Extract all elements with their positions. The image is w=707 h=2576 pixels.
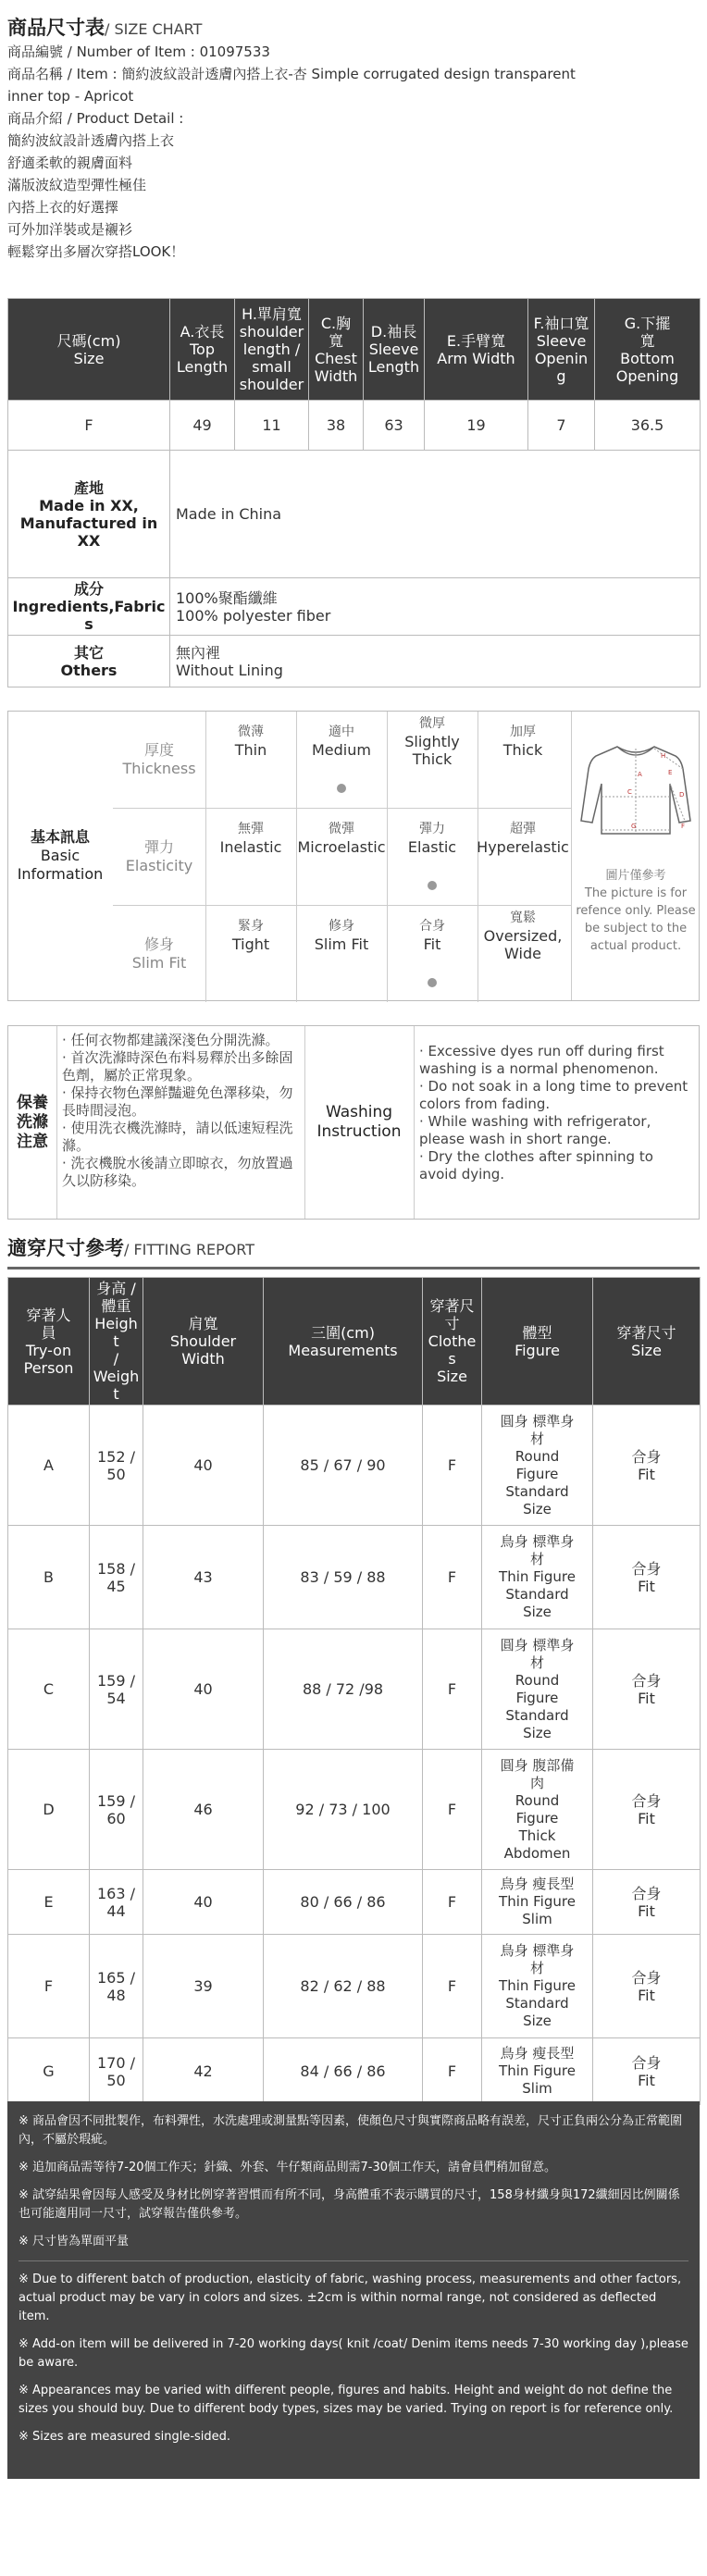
sweater-icon	[572, 712, 700, 860]
size-cell: 7	[528, 401, 595, 451]
washing-item-en: · Do not soak in a long time to prevent colors from fading.	[419, 1078, 688, 1112]
elasticity-label: 彈力 Elasticity	[125, 838, 193, 874]
svg-text:G: G	[631, 823, 637, 830]
origin-row	[8, 451, 701, 578]
product-detail-line: 可外加洋裝或是襯衫	[7, 221, 133, 238]
thickness-option-thin: 微薄 Thin	[234, 724, 267, 759]
fitting-report-title	[7, 1233, 700, 1269]
origin-label: 產地 Made in XX, Manufactured in XX	[8, 451, 170, 578]
others-value: 無內裡 Without Lining	[170, 636, 701, 687]
others-row	[8, 636, 701, 687]
fit-option-slim-fit: 修身 Slim Fit	[314, 919, 369, 953]
notes-panel	[7, 2101, 700, 2479]
washing-item-en: · Excessive dyes run off during first washing is a normal phenomenon.	[419, 1043, 664, 1077]
col-sleeve-opening: F.袖口寬 Sleeve Opening	[528, 299, 595, 401]
selected-dot	[428, 978, 437, 987]
selected-dot	[428, 881, 437, 890]
size-table	[7, 298, 700, 687]
basic-information-panel	[7, 711, 700, 1001]
product-name: 商品名稱 / Item : 簡約波紋設計透膚內搭上衣-杏 Simple corrugated design transparent	[7, 66, 576, 82]
washing-panel	[7, 1025, 700, 1220]
col-size: 尺碼(cm) Size	[8, 299, 170, 401]
size-cell: 19	[425, 401, 528, 451]
svg-text:C: C	[627, 788, 632, 796]
svg-text:E: E	[668, 769, 673, 776]
size-table-header-row	[8, 299, 701, 401]
fitting-table	[7, 1277, 700, 2105]
col-person: 穿著人 員 Try-on Person	[8, 1278, 90, 1406]
elasticity-option-elastic: 彈力 Elastic	[407, 822, 457, 856]
fitting-title-en: / FITTING REPORT	[124, 1241, 255, 1258]
origin-value: Made in China	[170, 451, 701, 578]
size-row	[8, 401, 701, 451]
table-row: E 163 / 44 40 80 / 66 / 86 F 鳥身 瘦長型 Thin Figure Slim 合身 Fit	[8, 1870, 701, 1935]
fabric-row	[8, 578, 701, 636]
size-chart-title-zh: 商品尺寸表	[7, 17, 105, 39]
fitting-header-row	[8, 1278, 701, 1406]
table-row: F 165 / 48 39 82 / 62 / 88 F 鳥身 標準身 材 Thin Figure Standard Size 合身 Fit	[8, 1935, 701, 2038]
others-label: 其它 Others	[8, 636, 170, 687]
note-en: ※ Due to different batch of production, elasticity of fabric, washing process, measurements and other factors, actual product may be vary in colors and sizes. ±2cm is within normal range, not considered as deflected item.	[19, 2273, 682, 2323]
elasticity-option-inelastic: 無彈 Inelastic	[219, 822, 282, 856]
svg-text:H: H	[661, 752, 666, 760]
col-measurements: 三圍(cm) Measurements	[264, 1278, 423, 1406]
product-detail-line: 輕鬆穿出多層次穿搭LOOK！	[7, 243, 185, 260]
product-detail-label: 商品介紹 / Product Detail :	[7, 110, 184, 127]
col-clothes-size: 穿著尺 寸 Clothes Size	[423, 1278, 482, 1406]
thickness-label: 厚度 Thickness	[122, 741, 196, 777]
size-cell: 11	[235, 401, 309, 451]
size-cell: 63	[364, 401, 425, 451]
col-bottom-opening: G.下擺 寬 Bottom Opening	[595, 299, 701, 401]
table-row: C 159 / 54 40 88 / 72 /98 F 圓身 標準身 材 Round Figure Standard Size 合身 Fit	[8, 1629, 701, 1750]
size-chart-title-en: / SIZE CHART	[105, 20, 203, 38]
note-en: ※ Add-on item will be delivered in 7-20 working days( knit /coat/ Denim items needs 7-30 working day ),please be aware.	[19, 2337, 688, 2370]
col-fit: 穿著尺寸 Size	[593, 1278, 701, 1406]
fit-option-fit: 合身 Fit	[419, 919, 445, 953]
col-shoulder: H.單肩寬 shoulder length / small shoulder	[235, 299, 309, 401]
col-sleeve-length: D.袖長 Sleeve Length	[364, 299, 425, 401]
elasticity-group	[113, 809, 571, 905]
thickness-option-slightly-thick: 微厚 Slightly Thick	[404, 715, 460, 768]
product-detail-line: 滿版波紋造型彈性極佳	[7, 177, 147, 193]
washing-item-zh: · 洗衣機脫水後請立即晾衣，勿放置過久以防移染。	[62, 1155, 293, 1189]
washing-item-zh: · 使用洗衣機洗滌時，請以低速短程洗滌。	[62, 1120, 293, 1154]
note-zh: ※ 試穿結果會因每人感受及身材比例穿著習慣而有所不同，身高體重不表示購買的尺寸，158身材纖身與172纖細因比例關係也可能適用同一尺寸，試穿報告僅供參考。	[19, 2188, 680, 2221]
washing-item-en: · While washing with refrigerator, please wash in short range.	[419, 1113, 651, 1147]
fabric-value: 100%聚酯纖維 100% polyester fiber	[170, 578, 701, 636]
fitting-title-zh: 適穿尺寸參考	[7, 1237, 124, 1259]
fabric-label: 成分 Ingredients,Fabrics	[8, 578, 170, 636]
elasticity-option-hyperelastic: 超彈 Hyperelastic	[477, 822, 569, 856]
col-height-weight: 身高 / 體重 Height / Weight	[90, 1278, 143, 1406]
elasticity-option-microelastic: 微彈 Microelastic	[297, 822, 386, 856]
col-top-length: A.衣長 Top Length	[170, 299, 235, 401]
svg-text:D: D	[679, 791, 685, 799]
thickness-option-thick: 加厚 Thick	[502, 724, 543, 759]
washing-list-zh	[62, 1032, 301, 1190]
product-number: 商品編號 / Number of Item : 01097533	[7, 43, 270, 60]
svg-text:F: F	[681, 823, 686, 830]
size-chart-title	[7, 13, 700, 41]
washing-item-zh: · 任何衣物都建議深淺色分開洗滌。	[62, 1032, 279, 1048]
note-zh: ※ 商品會因不同批製作，布料彈性，水洗處理或測量點等因素，使顏色尺寸與實際商品略有誤差，尺寸正負兩公分為正常範圍內，不屬於瑕疵。	[19, 2114, 683, 2147]
size-cell: 36.5	[595, 401, 701, 451]
basic-information-title: 基本訊息 Basic Information	[17, 828, 104, 883]
thickness-option-medium: 適中 Medium	[312, 724, 371, 759]
col-chest: C.胸 寬 Chest Width	[309, 299, 364, 401]
size-cell: F	[8, 401, 170, 451]
note-zh: ※ 追加商品需等待7-20個工作天；針織、外套、牛仔類商品則需7-30個工作天，請會員們稍加留意。	[19, 2161, 557, 2174]
product-detail-line: 簡約波紋設計透膚內搭上衣	[7, 132, 175, 149]
col-figure: 體型 Figure	[482, 1278, 593, 1406]
washing-item-zh: · 首次洗滌時深色布料易釋於出多餘固色劑，屬於正常現象。	[62, 1049, 293, 1084]
table-row: D 159 / 60 46 92 / 73 / 100 F 圓身 腹部備 肉 Round Figure Thick Abdomen 合身 Fit	[8, 1750, 701, 1870]
garment-diagram	[571, 712, 700, 1000]
note-en: ※ Appearances may be varied with different people, figures and habits. Height and weight do not define the sizes you should buy. Due to different body types, sizes may be varied. Trying on report is for reference only.	[19, 2384, 674, 2416]
table-row: B 158 / 45 43 83 / 59 / 88 F 鳥身 標準身 材 Thin Figure Standard Size 合身 Fit	[8, 1526, 701, 1629]
table-row: G 170 / 50 42 84 / 66 / 86 F 鳥身 瘦長型 Thin Figure Slim 合身 Fit	[8, 2038, 701, 2105]
selected-dot	[337, 784, 346, 793]
note-en: ※ Sizes are measured single-sided.	[19, 2430, 231, 2444]
thickness-group	[113, 712, 571, 808]
fit-option-tight: 緊身 Tight	[231, 919, 270, 953]
slim-fit-label: 修身 Slim Fit	[131, 935, 187, 972]
washing-title-zh: 保養 洗滌 注意	[17, 1093, 48, 1151]
washing-title-en: Washing Instruction	[316, 1103, 402, 1141]
size-cell: 38	[309, 401, 364, 451]
size-cell: 49	[170, 401, 235, 451]
product-detail-line: 舒適柔軟的親膚面料	[7, 155, 133, 171]
product-info	[7, 41, 700, 263]
washing-item-zh: · 保持衣物色澤鮮豔避免色澤移染，勿長時間浸泡。	[62, 1084, 293, 1119]
col-shoulder-width: 肩寬 Shoulder Width	[143, 1278, 264, 1406]
product-detail-line: 內搭上衣的好選擇	[7, 199, 119, 216]
washing-list-en	[419, 1043, 693, 1183]
svg-text:A: A	[638, 771, 642, 778]
picture-note: 圖片僅參考 The picture is for refence only. Please be subject to the actual product.	[576, 869, 696, 953]
product-name-cont: inner top - Apricot	[7, 88, 134, 105]
col-arm-width: E.手臂寬 Arm Width	[425, 299, 528, 401]
fit-option-oversized: 寬鬆 Oversized, Wide	[483, 910, 563, 962]
washing-item-en: · Dry the clothes after spinning to avoid dying.	[419, 1148, 653, 1183]
table-row: A 152 / 50 40 85 / 67 / 90 F 圓身 標準身 材 Round Figure Standard Size 合身 Fit	[8, 1406, 701, 1526]
slim-fit-group	[113, 906, 571, 1002]
note-zh: ※ 尺寸皆為單面平量	[19, 2235, 130, 2248]
